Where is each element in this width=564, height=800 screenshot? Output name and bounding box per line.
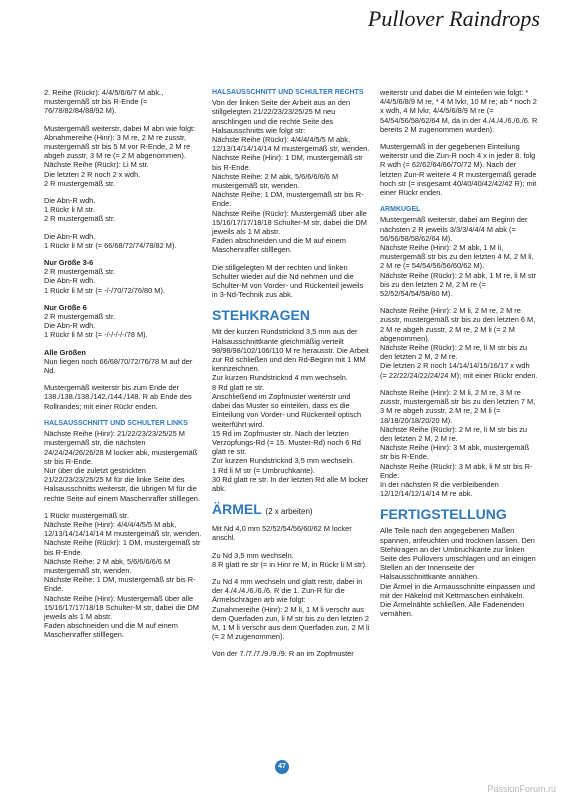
column-right	[380, 88, 538, 626]
paragraph	[380, 215, 538, 298]
text-line: Die Abn-R wdh.	[44, 196, 96, 206]
page-number: 47	[275, 760, 289, 774]
subheading: HALSAUSSCHNITT UND SCHULTER LINKS	[44, 419, 188, 427]
paragraph	[380, 388, 538, 498]
text-line: Die Ärmel in die Armausschnitte einpassen und mit der Häkelnd mit Kettmaschen einhäkeln.	[380, 581, 535, 600]
text-line: Nächste Reihe: 1 DM, mustergemäß str bis R-Ende.	[212, 190, 364, 209]
paragraph	[44, 511, 202, 640]
text-line: Nächste Reihe (Rückr): 1 DM, mustergemäß str bis R-Ende.	[44, 538, 201, 557]
paragraph	[380, 306, 538, 380]
paragraph	[44, 303, 202, 340]
text-line: 1 Rückr li M str (= -/-/-/-/-/78 M).	[44, 330, 148, 340]
section-heading	[212, 501, 370, 520]
text-line: Nächste Reihe (Hinr): 3 M abk, mustergemäß str bis R-Ende.	[380, 443, 530, 462]
text-line: Zur kurzen Rundstricknd 3,5 mm wechseln.	[212, 456, 355, 466]
paragraph: Mustergemäß in der gegebenen Einteilung weiterstr und die Zun-R noch 4 x in jeder 8. folg R wdh (= 62/62/64/66/70/72 M). Nach der letzten Zun-R weitere 4 R mustergemäß gerade hoch str (= insgesamt 40/40/40/42/42/42 R); mit einer Rückr enden.	[380, 142, 537, 198]
text-line: 8 R glatt re str (= in Hinr re M, in Rückr li M str).	[212, 559, 368, 569]
text-line: 2 R mustergemäß str.	[44, 312, 116, 322]
text-line: 1 Rückr mustergemäß str.	[44, 510, 130, 520]
text-line: Zu Nd 3,5 mm wechseln.	[212, 550, 294, 560]
paragraph	[44, 258, 202, 295]
text-line: Nächste Reihe (Rückr): Mustergemäß über alle 15/16/17/17/18/18 Schulter-M str, dabei die DM jeweils als 1 M abstr.	[212, 208, 367, 237]
text-line: 1 Rückr li M str (= 66/68/72/74/78/82 M).	[44, 240, 177, 250]
text-line: Die letzten 2 R noch 2 x wdh.	[44, 169, 141, 179]
paragraph	[212, 551, 370, 569]
paragraph	[44, 232, 202, 250]
text-line: 15 Rd im Zopfmuster str. Nach der letzten Verzopfungs-Rd (= 15. Muster-Rd) noch 6 Rd glatt re str.	[212, 428, 361, 457]
text-line: Nächste Reihe (Rückr): 2 M abk, 1 M re, li M str bis zu den letzten 2 M, 2 M re (= 52/52/54/54/58/60 M).	[380, 270, 537, 299]
subheading: ARMKUGEL	[380, 206, 421, 214]
text-line: Nächste Reihe (Hinr): 4/4/4/4/5/5 M abk, 12/13/14/14/14/14 M mustergemäß str, wenden.	[44, 519, 202, 539]
text-line: 2 R mustergemäß str.	[44, 214, 116, 224]
text-line: Nun liegen noch 66/68/70/72/76/78 M auf der Nd.	[44, 356, 193, 376]
paragraph	[380, 526, 538, 618]
text-line: 8 Rd glatt re str.	[212, 382, 265, 392]
watermark: PassionForum.ru	[487, 784, 556, 794]
text-line: Anschließend im Zopfmuster weiterstr und dabei das Muster so einteilen, dass es die Einteilung von Vorder- und Rückenteil optisch weiterführt wird.	[212, 391, 362, 429]
paragraph	[44, 124, 202, 188]
paragraph: Die stillgelegten M der rechten und linken Schulter wieder auf die Nd nehmen und die Schulter-M von Vorder- und Rückenteil jeweils in 3-Nd-Technik zus abk.	[212, 262, 364, 300]
text-line: Die Abn-R wdh.	[44, 276, 96, 286]
text-line: Nächste Reihe: 1 DM, mustergemäß str bis R-Ende.	[44, 575, 196, 594]
column-middle	[212, 88, 370, 667]
text-line: 2 R mustergemäß str.	[44, 178, 116, 188]
text-line: Abnahmereihe (Hinr): 3 M re, 2 M re zusstr, mustergemäß str bis 5 M vor R-Ende, 2 M re abgeh zusstr, 3 M re (= 2 M abgenommen).	[44, 132, 191, 161]
text-line: Alle Teile nach den angegebenen Maßen spannen, anfeuchten und trocknen lassen. Den Stehkragen an der Umbruchkante zur linken Seite des Pullovers umschlagen und an einigen Stellen an der Innenseite der Halsausschnittkante annähen.	[380, 526, 536, 582]
text-line: Die letzten 2 R noch 14/14/14/15/16/17 x wdh (= 22/22/24/22/24/24 M); mit einer Rückr enden.	[380, 361, 538, 380]
text-line: 30 Rd glatt re str. In der letzten Rd alle M locker abk.	[212, 474, 369, 493]
text-line: Zur kurzen Rundstricknd 4 mm wechseln.	[212, 373, 348, 383]
paragraph: Mustergemäß weiterstr bis zum Ende der 138./138./138./142./144./148. R ab Ende des Rollrandes; mit einer Rückr enden.	[44, 383, 192, 411]
paragraph: weiterstr und dabei die M einteilen wie folgt: * 4/4/5/6/8/9 M re, * 4 M lvkr, 10 M re; ab * noch 2 x wdh, 4 M lvkr, 4/4/5/6/8/9 M re (= 54/54/56/58/62/64 M, da in der 4./4./4./6./6./6. R bereits 2 M zugenommen wurden).	[380, 88, 538, 134]
text-line: Faden abschneiden und die M auf einem Maschenraffer stilllegen.	[44, 621, 178, 640]
text-line: Nächste Reihe (Hinr): 21/22/23/23/25/25 M mustergemäß str, die nächsten 24/24/24/26/26/28 M locker abk, mustergemäß str bis R-Ende.	[44, 429, 198, 466]
text-line: 2 R mustergemäß str.	[44, 267, 116, 277]
section-heading: STEHKRAGEN	[212, 307, 311, 324]
text-line: Nur über die zuletzt gestrickten 21/22/23/23/25/25 M für die linke Seite des Halsausschnitts weiterstr, die übrigen M für die rechte Seite auf einem Maschenraffer stilllegen.	[44, 465, 200, 503]
paragraph: Von der 7./7./7./9./9./9. R an im Zopfmuster	[212, 649, 354, 659]
text-line: Nächste Reihe (Hinr): 1 DM, mustergemäß str bis R-Ende.	[212, 153, 363, 172]
text-line: Nächste Reihe: 2 M abk, 5/6/6/6/6/6 M mustergemäß str, wenden.	[212, 171, 339, 191]
text-line: Nächste Reihe (Rückr): 2 M re, li M str bis zu den letzten 2 M, 2 M re.	[380, 343, 528, 362]
paragraph	[44, 196, 202, 224]
text-line: In der nächsten R die verbleibenden 12/12/14/12/14/14 M re abk.	[380, 479, 499, 499]
text-line: Von der linken Seite der Arbeit aus an den stillgelegten 21/22/23/23/25/25 M neu anschlingen und die rechte Seite des Halsausschnitts wie folgt str:	[212, 98, 351, 135]
text-line: Nächste Reihe (Hinr): Mustergemäß über alle 15/16/17/17/18/18 Schulter-M str, dabei die DM jeweils als 1 M abstr.	[44, 593, 199, 621]
size-heading: Nur Größe 6	[44, 302, 87, 312]
text-line: Die Abn-R wdh.	[44, 231, 96, 241]
text-line: Die Ärmelnähte schließen. Alle Fadenenden vernähen.	[380, 599, 525, 619]
text-line: 1 Rd li M str (= Umbruchkante).	[212, 465, 315, 475]
text-line: Zunahmereihe (Hinr): 2 M li, 1 M li verschr aus dem Querfaden zun, li M str bis zu den letzten 2 M, 1 M li verschr aus dem Querfaden zun, 2 M li (= 2 M zugenommen).	[212, 604, 370, 642]
section-heading-text: ÄRMEL	[212, 501, 262, 518]
paragraph	[212, 327, 370, 493]
text-line: 1 Rückr li M str.	[44, 205, 95, 215]
text-line: Nächste Reihe: 2 M abk, 5/6/6/6/6/6 M mustergemäß str, wenden.	[44, 556, 171, 575]
text-line: Nächste Reihe (Rückr): Li M str.	[44, 160, 149, 170]
size-heading: Nur Größe 3-6	[44, 258, 94, 268]
text-line: Die Abn-R wdh.	[44, 321, 96, 331]
text-line: Mit der kurzen Rundstricknd 3,5 mm aus der Halsausschnittkante gleichmäßig verteilt 98/98/98/102/106/110 M re herausstr. Die Arbeit zur Rd schließen und den Rd-Beginn mit 1 MM kennzeichnen.	[212, 327, 369, 374]
paragraph	[212, 98, 370, 254]
paragraph: 2. Reihe (Rückr): 4/4/5/6/6/7 M abk., mustergemäß str bis R-Ende (= 76/78/82/84/88/92 M).	[44, 88, 164, 116]
text-line: Zu Nd 4 mm wechseln und glatt restr, dabei in der 4./4./4./6./6./6. R die 1. Zun-R für die Ärmelschrägen arb wie folgt:	[212, 576, 363, 605]
section-note: (2 x arbeiten)	[265, 507, 313, 517]
text-line: Nächste Reihe (Hinr): 2 M li, 2 M re, 3 M re zusstr, mustergemäß str bis zu den letzten 7 M, 3 M re abgeh zusstr, 2 M re, 2 M li (= 18/18/20/18/20/20 M).	[380, 387, 536, 425]
text-line: Mustergemäß weiterstr, dabei M abn wie folgt:	[44, 123, 196, 133]
section-heading: FERTIGSTELLUNG	[380, 506, 507, 523]
paragraph	[44, 348, 202, 376]
column-left	[44, 88, 202, 648]
paragraph	[44, 429, 202, 503]
page-title: Pullover Raindrops	[367, 6, 540, 31]
subheading: HALSAUSSCHNITT UND SCHULTER RECHTS	[212, 89, 364, 96]
text-line: Nächste Reihe (Rückr): 3 M abk, li M str bis R-Ende.	[380, 461, 533, 480]
text-line: 1 Rückr li M str (= -/-/70/72/76/80 M).	[44, 285, 165, 295]
text-line: Nächste Reihe (Rückr): 4/4/4/4/5/5 M abk, 12/13/14/14/14/14 M mustergemäß str, wenden.	[212, 135, 370, 154]
text-line: Mustergemäß weiterstr, dabei am Beginn der nächsten 2 R jeweils 3/3/3/4/4/4 M abk (= 56/56/58/58/62/64 M).	[380, 215, 528, 243]
text-line: Faden abschneiden und die M auf einem Maschenraffer stilllegen.	[212, 236, 346, 255]
text-line: Nächste Reihe (Hinr): 2 M li, 2 M re, 2 M re zusstr, mustergemäß str bis zu den letzten 6 M, 2 M re abgeh zusstr, 2 M re, 2 M li (= 2 M abgenommen).	[380, 306, 536, 343]
text-line: Nächste Reihe (Hinr): 2 M abk, 1 M li, mustergemäß str bis zu den letzten 4 M, 2 M li, 2 M re (= 54/54/56/56/60/62 M).	[380, 243, 534, 271]
text-line: Nächste Reihe (Rückr): 2 M re, li M str bis zu den letzten 2 M, 2 M re.	[380, 424, 528, 443]
paragraph	[212, 577, 370, 641]
paragraph: Mit Nd 4,0 mm 52/52/54/56/60/62 M locker anschl.	[212, 524, 352, 543]
size-heading: Alle Größen	[44, 347, 86, 357]
